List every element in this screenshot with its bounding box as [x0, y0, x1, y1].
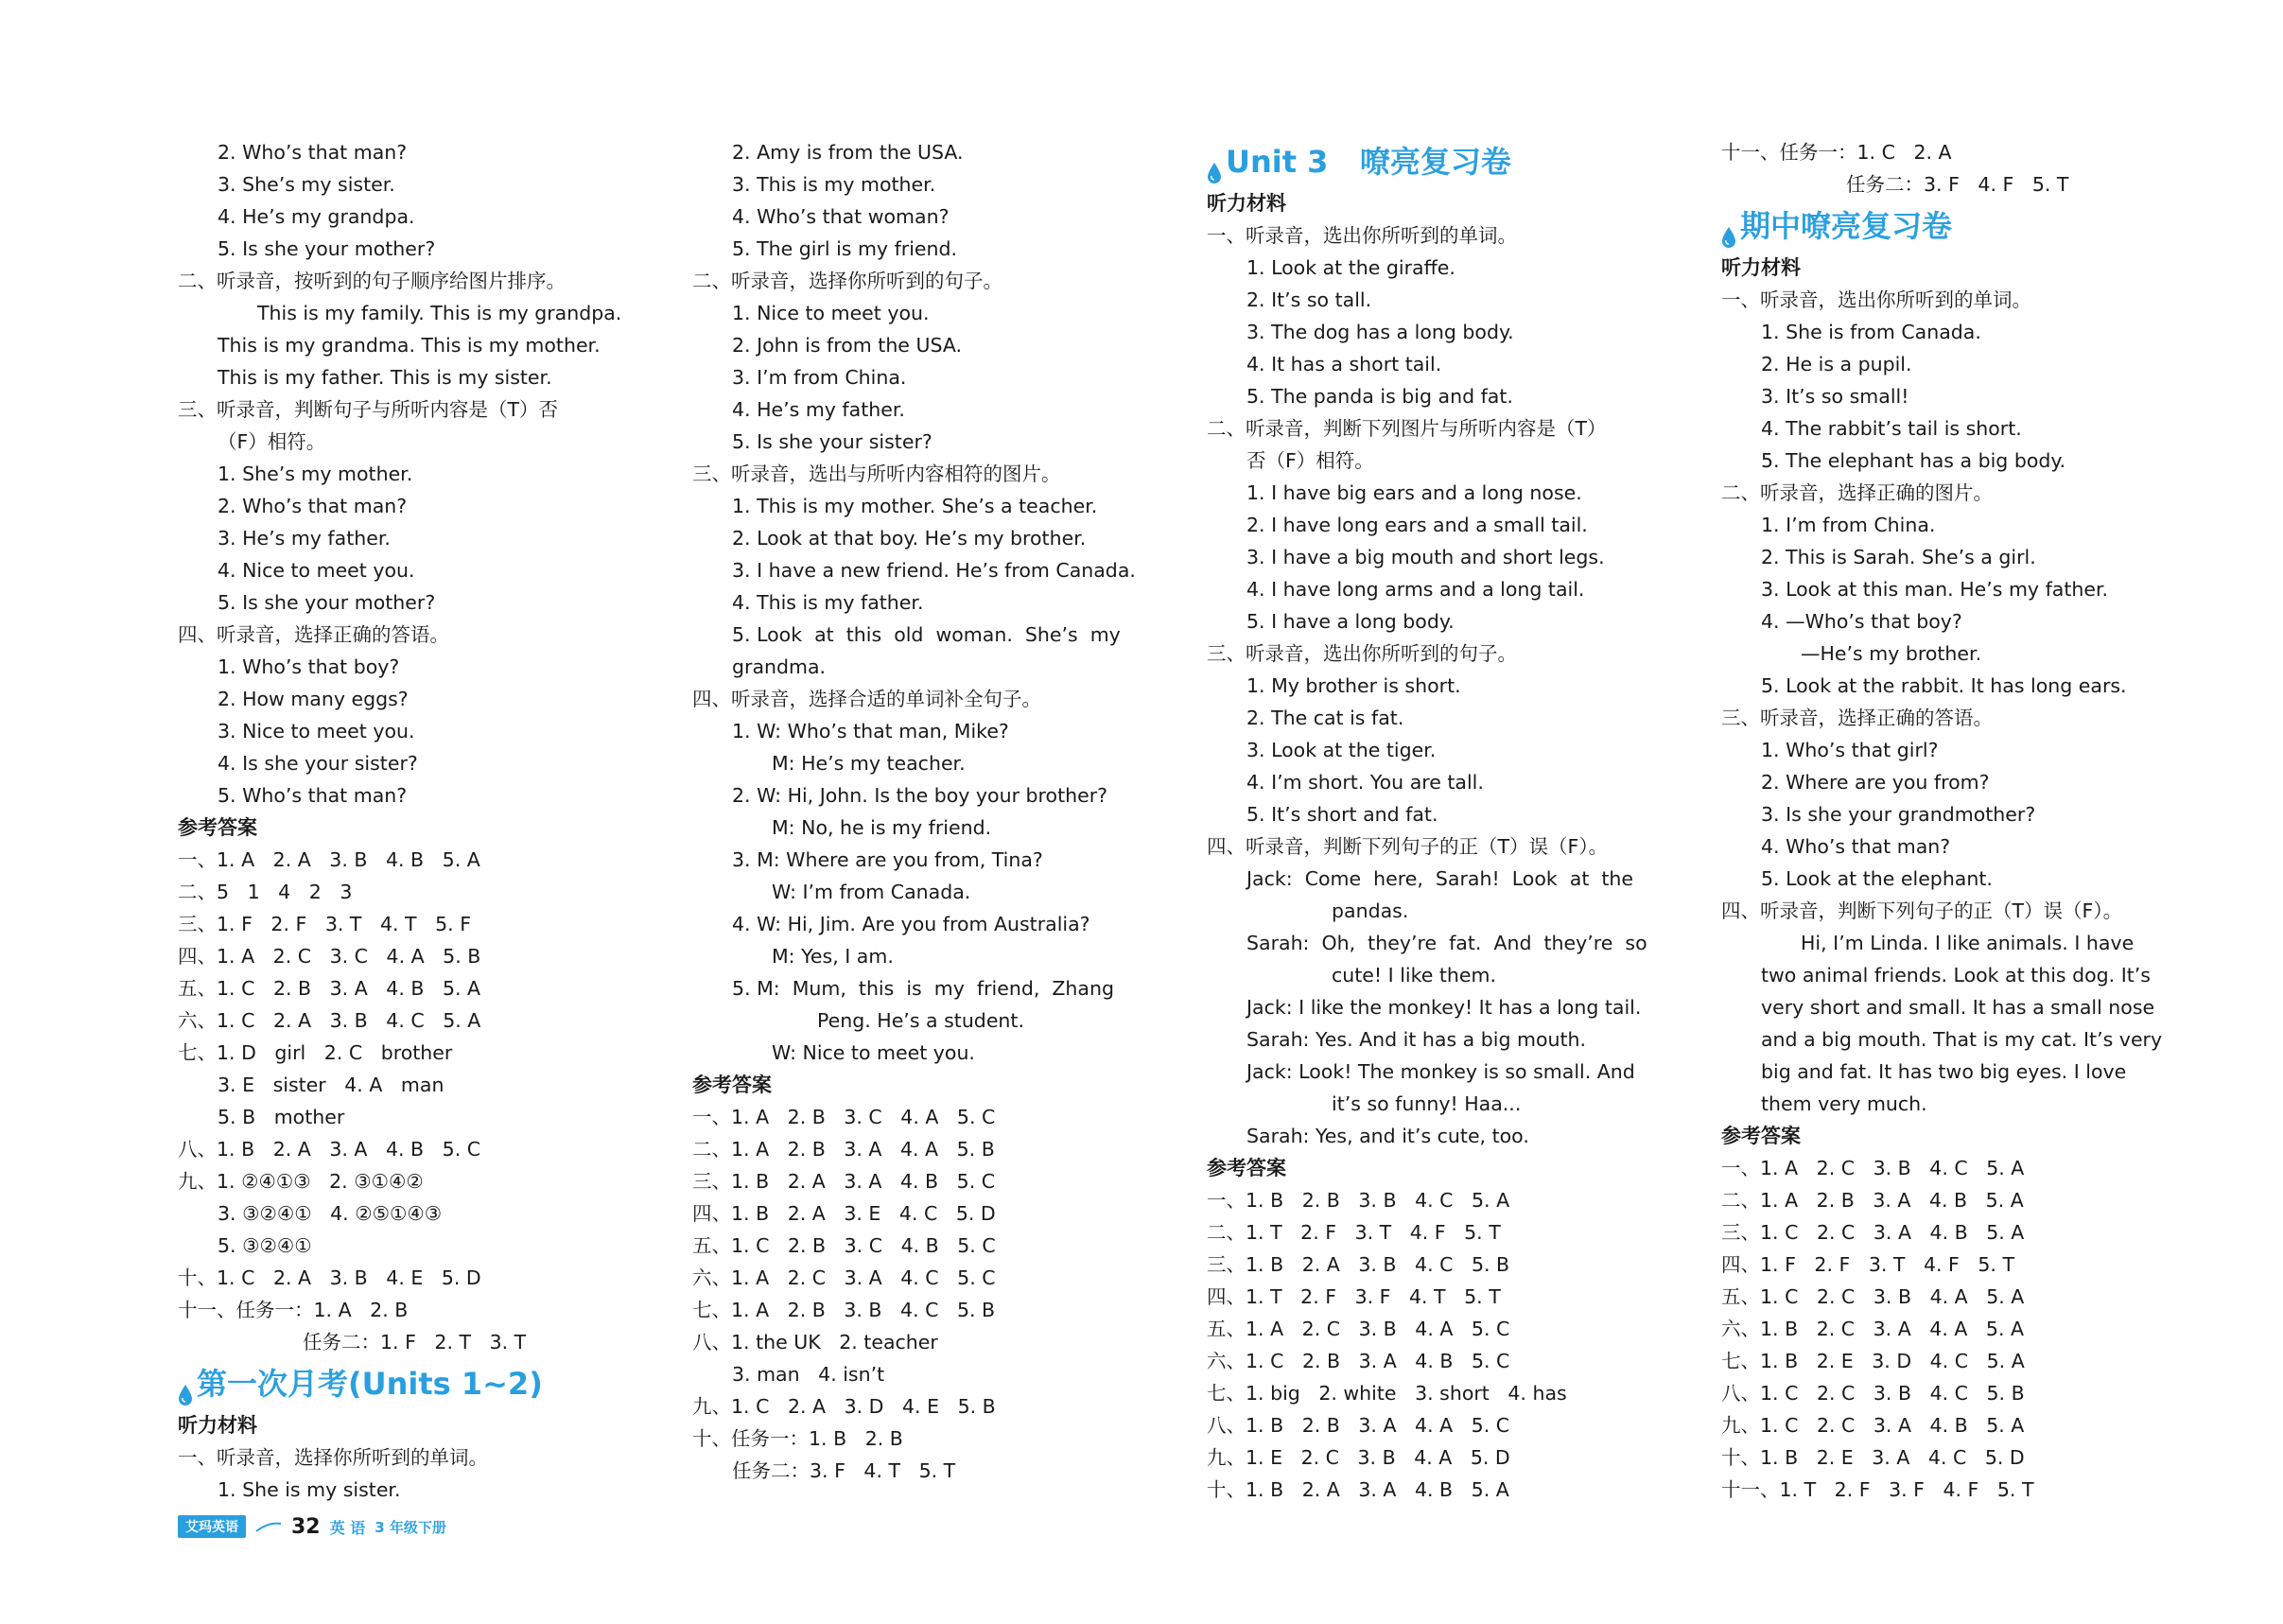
text-line: Hi, I’m Linda. I like animals. I have — [1801, 932, 2135, 954]
text-line: grandma. — [732, 655, 827, 678]
text-line: 5. I have a long body. — [1246, 610, 1455, 633]
text-line: Sarah: Yes, and it’s cute, too. — [1246, 1125, 1529, 1147]
text-line: 3. Look at the tiger. — [1246, 739, 1437, 761]
text-line: （F）相符。 — [218, 430, 326, 453]
text-line: 十一、任务一：1. A 2. B — [178, 1299, 409, 1321]
text-line: 3. The dog has a long body. — [1246, 321, 1514, 343]
text-line: 十、1. B 2. A 3. A 4. B 5. A — [1207, 1478, 1509, 1501]
water-drop-icon — [1721, 215, 1736, 237]
text-line: 八、1. the UK 2. teacher — [692, 1331, 938, 1353]
text-line: 二、5 1 4 2 3 — [178, 881, 353, 903]
text-line: 1. I’m from China. — [1761, 514, 1936, 536]
column-4 — [1721, 136, 2163, 1506]
text-line: 二、1. A 2. B 3. A 4. A 5. B — [692, 1138, 995, 1161]
text-line: 二、听录音，选择你所听到的句子。 — [692, 270, 1002, 292]
text-line: W: I’m from Canada. — [772, 881, 971, 903]
text-line: 九、1. E 2. C 3. B 4. A 5. D — [1207, 1446, 1510, 1469]
text-line: and a big mouth. That is my cat. It’s very — [1761, 1028, 2163, 1051]
text-line: 一、听录音，选出你所听到的单词。 — [1207, 224, 1517, 247]
brand-label: 艾玛英语 — [178, 1515, 246, 1538]
text-line: 1. She is from Canada. — [1761, 321, 1981, 343]
text-line: 3. I’m from China. — [732, 366, 907, 389]
text-line: 二、1. T 2. F 3. T 4. F 5. T — [1207, 1221, 1501, 1244]
text-line: 十、1. B 2. E 3. A 4. C 5. D — [1721, 1446, 2025, 1469]
text-line: 三、1. C 2. C 3. A 4. B 5. A — [1721, 1221, 2025, 1244]
text-line: two animal friends. Look at this dog. It’s — [1761, 964, 2151, 987]
text-line: 四、听录音，选择合适的单词补全句子。 — [692, 688, 1041, 710]
text-line: 八、1. B 2. B 3. A 4. A 5. C — [1207, 1414, 1510, 1437]
text-line: 4. I’m short. You are tall. — [1246, 771, 1484, 794]
text-line: 4. The rabbit’s tail is short. — [1761, 417, 2022, 440]
text-line: them very much. — [1761, 1092, 1927, 1115]
section-title — [1207, 138, 1623, 185]
section-heading: 参考答案 — [692, 1074, 772, 1096]
text-line: 5. M: Mum, this is my friend, Zhang — [732, 977, 1114, 1000]
section-title-text: 第一次月考(Units 1~2) — [197, 1366, 543, 1402]
text-line: 3. Nice to meet you. — [218, 720, 415, 742]
text-line: 三、听录音，选择正确的答语。 — [1721, 707, 1993, 729]
text-line: 3. ③②④① 4. ②⑤①④③ — [218, 1202, 443, 1225]
text-line: 九、1. C 2. C 3. A 4. B 5. A — [1721, 1414, 2025, 1437]
text-line: 四、1. A 2. C 3. C 4. A 5. B — [178, 945, 481, 968]
text-line: very short and small. It has a small nose — [1761, 996, 2155, 1019]
text-line: 三、1. B 2. A 3. B 4. C 5. B — [1207, 1253, 1510, 1276]
text-line: 任务二：3. F 4. T 5. T — [732, 1459, 956, 1482]
text-line: 一、听录音，选择你所听到的单词。 — [178, 1446, 488, 1469]
text-line: 4. I have long arms and a long tail. — [1246, 578, 1585, 601]
text-line: 一、1. A 2. A 3. B 4. B 5. A — [178, 848, 480, 871]
text-line: 2. W: Hi, John. Is the boy your brother? — [732, 784, 1108, 807]
text-line: M: No, he is my friend. — [772, 816, 992, 839]
text-line: 2. It’s so tall. — [1246, 288, 1372, 311]
text-line: 1. I have big ears and a long nose. — [1246, 481, 1582, 504]
text-line: 4. He’s my grandpa. — [218, 205, 415, 228]
text-line: 3. Look at this man. He’s my father. — [1761, 578, 2109, 601]
section-title-text: 期中嘹亮复习卷 — [1740, 208, 1953, 244]
text-line: This is my family. This is my grandpa. — [257, 302, 622, 324]
text-line: —He’s my brother. — [1801, 642, 1982, 665]
text-line: 4. W: Hi, Jim. Are you from Australia? — [732, 913, 1090, 935]
text-line: 5. ③②④① — [218, 1234, 312, 1257]
text-line: 5. The panda is big and fat. — [1246, 385, 1513, 408]
text-line: 2. How many eggs? — [218, 688, 409, 710]
text-line: 七、1. A 2. B 3. B 4. C 5. B — [692, 1299, 996, 1321]
text-line: 五、1. C 2. C 3. B 4. A 5. A — [1721, 1285, 2025, 1308]
text-line: 六、1. C 2. A 3. B 4. C 5. A — [178, 1009, 481, 1032]
text-line: 二、1. A 2. B 3. A 4. B 5. A — [1721, 1189, 2024, 1212]
text-line: 九、1. ②④①③ 2. ③①④② — [178, 1170, 424, 1193]
text-line: M: Yes, I am. — [772, 945, 894, 968]
text-line: 四、听录音，判断下列句子的正（T）误（F）。 — [1721, 899, 2123, 922]
text-line: 1. Look at the giraffe. — [1246, 256, 1455, 279]
text-line: 2. Who’s that man? — [218, 495, 408, 517]
text-line: 3. Is she your grandmother? — [1761, 803, 2036, 826]
page-footer — [178, 1513, 446, 1540]
text-line: 3. She’s my sister. — [218, 173, 395, 196]
text-line: 5. Is she your sister? — [732, 430, 932, 453]
section-heading: 参考答案 — [1721, 1125, 1801, 1147]
text-line: 3. M: Where are you from, Tina? — [732, 848, 1043, 871]
text-line: 1. She is my sister. — [218, 1478, 401, 1501]
text-line: 四、听录音，选择正确的答语。 — [178, 623, 449, 646]
column-1 — [178, 136, 622, 1506]
text-line: 2. This is Sarah. She’s a girl. — [1761, 546, 2036, 568]
text-line: 5. The elephant has a big body. — [1761, 449, 2066, 472]
text-line: 八、1. C 2. C 3. B 4. C 5. B — [1721, 1382, 2025, 1405]
text-line: 5. Is she your mother? — [218, 591, 436, 614]
grade-label: 3 年级下册 — [375, 1518, 446, 1536]
text-line: 三、听录音，选出与所听内容相符的图片。 — [692, 463, 1061, 485]
text-line: 1. Nice to meet you. — [732, 302, 930, 324]
text-line: 任务二：3. F 4. F 5. T — [1846, 173, 2069, 196]
text-line: 四、1. F 2. F 3. T 4. F 5. T — [1721, 1253, 2014, 1276]
text-line: Sarah: Oh, they’re fat. And they’re so — [1246, 932, 1647, 954]
section-heading: 听力材料 — [1207, 192, 1286, 215]
text-line: 1. W: Who’s that man, Mike? — [732, 720, 1009, 742]
section-heading: 参考答案 — [1207, 1157, 1286, 1179]
text-line: 二、听录音，选择正确的图片。 — [1721, 481, 1993, 504]
text-line: 3. This is my mother. — [732, 173, 936, 196]
text-line: 5. Look at the elephant. — [1761, 867, 1993, 890]
column-3 — [1207, 136, 1647, 1506]
text-line: 否（F）相符。 — [1246, 449, 1374, 472]
text-line: 1. She’s my mother. — [218, 463, 413, 485]
text-line: 4. This is my father. — [732, 591, 924, 614]
swoosh-icon — [255, 1520, 282, 1533]
text-line: 3. It’s so small! — [1761, 385, 1909, 408]
text-line: Jack: Look! The monkey is so small. And — [1246, 1060, 1635, 1083]
text-line: Jack: Come here, Sarah! Look at the — [1246, 867, 1634, 890]
text-line: cute! I like them. — [1332, 964, 1496, 987]
subject-label: 英 语 — [329, 1518, 366, 1537]
text-line: 三、1. B 2. A 3. A 4. B 5. C — [692, 1170, 996, 1193]
text-line: 5. Look at the rabbit. It has long ears. — [1761, 674, 2127, 697]
text-line: 四、听录音，判断下列句子的正（T）误（F）。 — [1207, 835, 1609, 858]
text-line: 2. The cat is fat. — [1246, 707, 1404, 729]
text-line: 一、听录音，选出你所听到的单词。 — [1721, 288, 2031, 311]
text-line: 二、听录音，按听到的句子顺序给图片排序。 — [178, 270, 566, 292]
text-line: 3. He’s my father. — [218, 527, 391, 550]
text-line: 1. This is my mother. She’s a teacher. — [732, 495, 1098, 517]
text-line: 六、1. A 2. C 3. A 4. C 5. C — [692, 1266, 996, 1289]
section-title-text: Unit 3 嘹亮复习卷 — [1226, 144, 1511, 180]
text-line: 四、1. T 2. F 3. F 4. T 5. T — [1207, 1285, 1501, 1308]
section-title — [1721, 202, 2137, 250]
text-line: 3. I have a new friend. He’s from Canada. — [732, 559, 1136, 582]
text-line: 一、1. A 2. B 3. C 4. A 5. C — [692, 1106, 996, 1128]
text-line: 2. Amy is from the USA. — [732, 141, 964, 164]
text-line: 1. Who’s that girl? — [1761, 739, 1939, 761]
text-line: 十、1. C 2. A 3. B 4. E 5. D — [178, 1266, 481, 1289]
text-line: 四、1. B 2. A 3. E 4. C 5. D — [692, 1202, 996, 1225]
text-line: big and fat. It has two big eyes. I love — [1761, 1060, 2127, 1083]
text-line: pandas. — [1332, 899, 1409, 922]
text-line: This is my father. This is my sister. — [218, 366, 552, 389]
text-line: 4. Who’s that woman? — [732, 205, 950, 228]
text-line: 1. My brother is short. — [1246, 674, 1461, 697]
text-line: 七、1. D girl 2. C brother — [178, 1041, 453, 1064]
section-title — [178, 1360, 594, 1407]
text-line: 3. E sister 4. A man — [218, 1074, 444, 1096]
text-line: 五、1. C 2. B 3. C 4. B 5. C — [692, 1234, 996, 1257]
text-line: 2. John is from the USA. — [732, 334, 963, 357]
text-line: 九、1. C 2. A 3. D 4. E 5. B — [692, 1395, 996, 1418]
text-line: 5. The girl is my friend. — [732, 237, 958, 260]
text-line: Peng. He’s a student. — [817, 1009, 1024, 1032]
text-line: 六、1. C 2. B 3. A 4. B 5. C — [1207, 1350, 1510, 1372]
section-heading: 听力材料 — [178, 1414, 257, 1437]
text-line: 5. It’s short and fat. — [1246, 803, 1438, 826]
water-drop-icon — [178, 1372, 193, 1395]
text-line: W: Nice to meet you. — [772, 1041, 975, 1064]
text-line: 5. Look at this old woman. She’s my — [732, 623, 1121, 646]
text-line: 七、1. big 2. white 3. short 4. has — [1207, 1382, 1567, 1405]
text-line: 七、1. B 2. E 3. D 4. C 5. A — [1721, 1350, 2025, 1372]
text-line: 六、1. B 2. C 3. A 4. A 5. A — [1721, 1318, 2025, 1340]
text-line: Jack: I like the monkey! It has a long tail. — [1246, 996, 1642, 1019]
text-line: 2. Look at that boy. He’s my brother. — [732, 527, 1087, 550]
text-line: 4. It has a short tail. — [1246, 353, 1442, 375]
text-line: 2. I have long ears and a small tail. — [1246, 514, 1588, 536]
text-line: 4. Nice to meet you. — [218, 559, 415, 582]
text-line: 4. Who’s that man? — [1761, 835, 1951, 858]
section-heading: 参考答案 — [178, 816, 257, 839]
text-line: 3. I have a big mouth and short legs. — [1246, 546, 1605, 568]
text-line: 二、听录音，判断下列图片与所听内容是（T） — [1207, 417, 1607, 440]
text-line: it’s so funny! Haa... — [1332, 1092, 1522, 1115]
text-line: 5. B mother — [218, 1106, 345, 1128]
text-line: 十、任务一：1. B 2. B — [692, 1427, 903, 1450]
text-line: 2. Who’s that man? — [218, 141, 408, 164]
text-line: 三、听录音，选出你所听到的句子。 — [1207, 642, 1517, 665]
text-line: 五、1. A 2. C 3. B 4. A 5. C — [1207, 1318, 1510, 1340]
text-line: 十一、1. T 2. F 3. F 4. F 5. T — [1721, 1478, 2034, 1501]
text-line: 4. —Who’s that boy? — [1761, 610, 1962, 633]
text-line: 一、1. B 2. B 3. B 4. C 5. A — [1207, 1189, 1510, 1212]
text-line: 三、1. F 2. F 3. T 4. T 5. F — [178, 913, 471, 935]
text-line: 三、听录音，判断句子与所听内容是（T）否 — [178, 398, 559, 421]
water-drop-icon — [1207, 150, 1222, 173]
text-line: 1. Who’s that boy? — [218, 655, 400, 678]
text-line: 任务二：1. F 2. T 3. T — [303, 1331, 527, 1353]
text-line: 五、1. C 2. B 3. A 4. B 5. A — [178, 977, 481, 1000]
column-2 — [692, 136, 1136, 1487]
text-line: 5. Is she your mother? — [218, 237, 436, 260]
text-line: 一、1. A 2. C 3. B 4. C 5. A — [1721, 1157, 2025, 1179]
text-line: 八、1. B 2. A 3. A 4. B 5. C — [178, 1138, 481, 1161]
text-line: This is my grandma. This is my mother. — [218, 334, 601, 357]
text-line: 4. Is she your sister? — [218, 752, 418, 775]
text-line: 2. Where are you from? — [1761, 771, 1990, 794]
text-line: 5. Who’s that man? — [218, 784, 408, 807]
section-heading: 听力材料 — [1721, 256, 1801, 279]
page-number: 32 — [291, 1514, 321, 1539]
text-line: M: He’s my teacher. — [772, 752, 966, 775]
text-line: Sarah: Yes. And it has a big mouth. — [1246, 1028, 1587, 1051]
text-line: 3. man 4. isn’t — [732, 1363, 885, 1386]
text-line: 十一、任务一：1. C 2. A — [1721, 141, 1952, 164]
text-line: 2. He is a pupil. — [1761, 353, 1912, 375]
text-line: 4. He’s my father. — [732, 398, 905, 421]
